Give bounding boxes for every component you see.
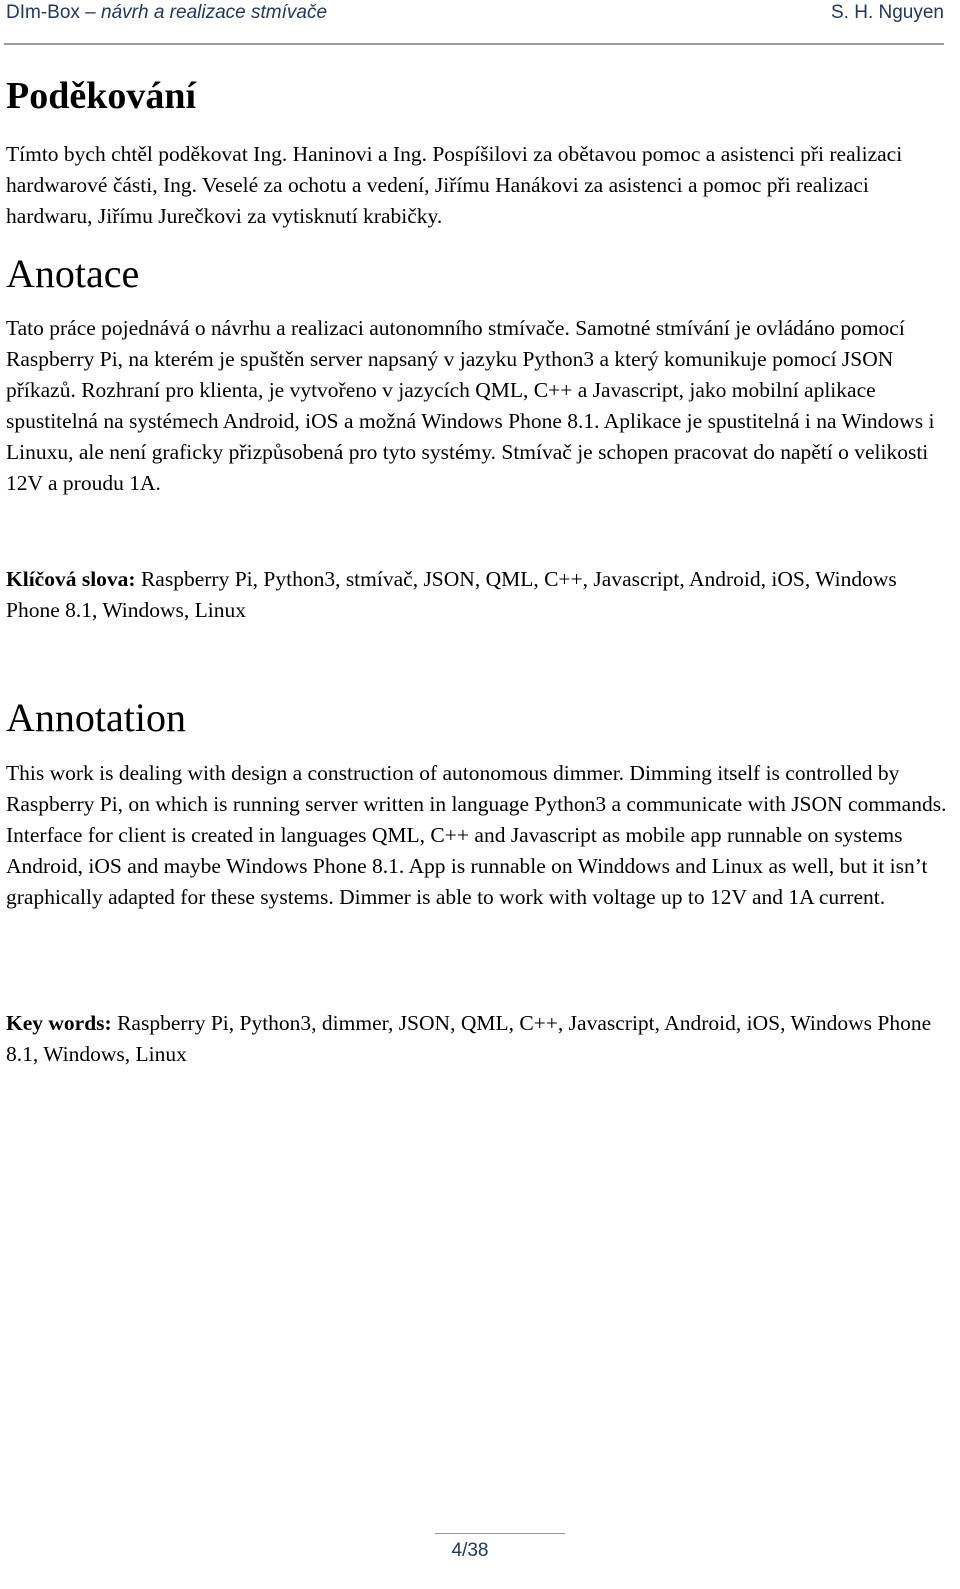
anotace-keywords-list: Raspberry Pi, Python3, stmívač, JSON, QML, C++, Javascript, Android, iOS, Windows Phone 8.1, Windows, Linux [6, 567, 897, 622]
author-name: S. H. Nguyen [831, 2, 944, 23]
document-title-main: DIm-Box – [6, 2, 102, 23]
anotace-heading: Anotace [6, 251, 140, 296]
annotation-keywords [6, 1008, 951, 1070]
footer-divider [435, 1533, 565, 1534]
anotace-keywords [6, 564, 951, 626]
acknowledgement-heading: Poděkování [6, 75, 197, 117]
annotation-text: This work is dealing with design a construction of autonomous dimmer. Dimming itself is controlled by Raspberry Pi, on which is running server written in language Python3 a communicate with JSON commands. Interface for client is created in languages QML, C++ and Javascript as mobile app runnable on systems Android, iOS and maybe Windows Phone 8.1. App is runnable on Winddows and Linux as well, but it isn’t graphically adapted for these systems. Dimmer is able to work with voltage up to 12V and 1A current. [6, 761, 947, 909]
page-header [4, 0, 944, 44]
page-number: 4/38 [451, 1540, 489, 1561]
document-title [6, 2, 327, 24]
acknowledgement-text: Tímto bych chtěl poděkovat Ing. Haninovi a Ing. Pospíšilovi za obětavou pomoc a asistenci při realizaci hardwarové části, Ing. Veselé za ochotu a vedení, Jiřímu Hanákovi za asistenci a pomoc při realizaci hardwaru, Jiřímu Jurečkovi za vytisknutí krabičky. [6, 142, 903, 228]
header-divider [4, 43, 944, 45]
annotation-heading: Annotation [6, 695, 186, 740]
anotace-keywords-label: Klíčová slova: [6, 567, 136, 591]
annotation-keywords-list: Raspberry Pi, Python3, dimmer, JSON, QML, C++, Javascript, Android, iOS, Windows Phone 8.1, Windows, Linux [6, 1011, 932, 1066]
anotace-text: Tato práce pojednává o návrhu a realizaci autonomního stmívače. Samotné stmívání je ovládáno pomocí Raspberry Pi, na kterém je spuštěn server napsaný v jazyku Python3 a který komunikuje pomocí JSON příkazů. Rozhraní pro klienta, je vytvořeno v jazycích QML, C++ a Javascript, jako mobilní aplikace spustitelná na systémech Android, iOS a možná Windows Phone 8.1. Aplikace je spustitelná i na Windows i Linuxu, ale není graficky přizpůsobená pro tyto systémy. Stmívač je schopen pracovat do napětí o velikosti 12V a proudu 1A. [6, 316, 935, 495]
document-title-subtitle: návrh a realizace stmívače [101, 2, 328, 23]
annotation-keywords-label: Key words: [6, 1011, 112, 1035]
